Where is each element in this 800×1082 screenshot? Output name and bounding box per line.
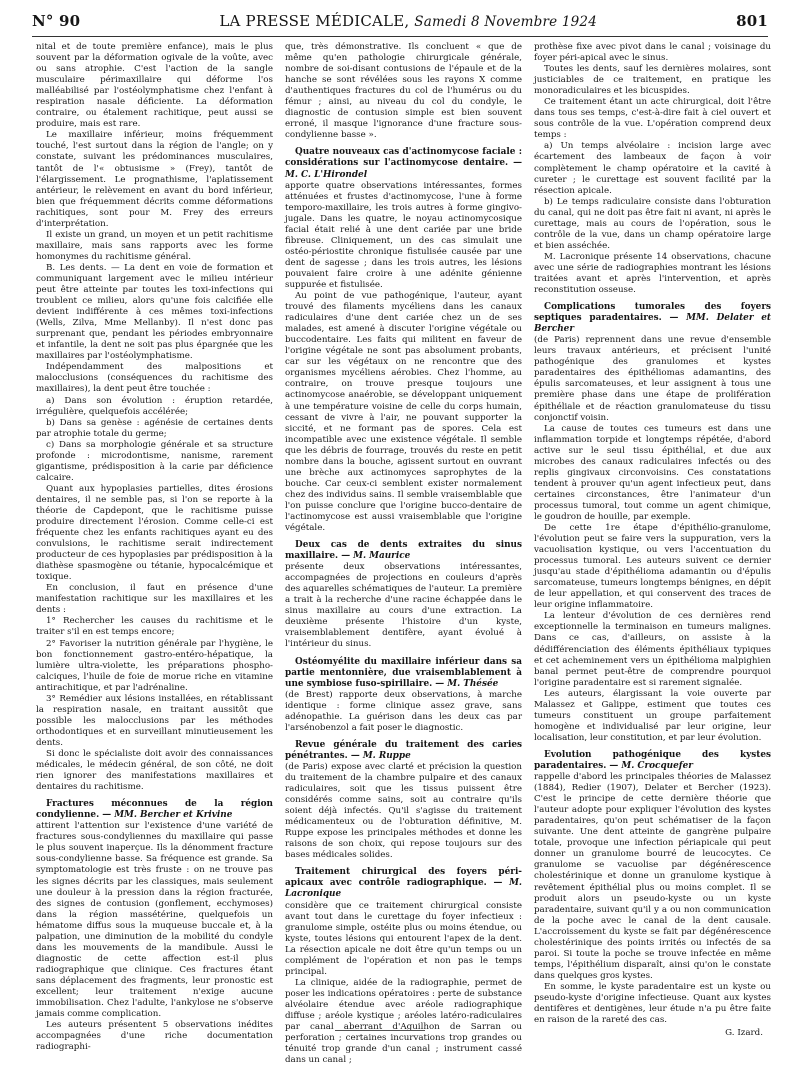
- paragraph: (de Paris) expose avec clarté et précision la question du traitement de la chambre pulpaire et des canaux radiculaires, soit que les tissus puissent être considérés comme sains, soit au contraire qu'ils soient déjà infectés. Qu'il s'agisse du traitement médicamenteux ou de l'obturation définitive, M. Ruppe expose les principales méthodes et donne les raisons de son choix, qui repose toujours sur des bases médicales solides.: [285, 761, 522, 861]
- section-authors: — MM. Bercher et Krivine: [102, 810, 233, 821]
- paragraph: Le maxillaire inférieur, moins fréquemment touché, l'est surtout dans la région de l'angle; on y constate, suivant les prédominances musculaires, tantôt de l'« obtusisme » (Frey), tantôt de l'élargissement. Le prognathisme, l'aplatissement antérieur, le relèvement en avant du bord inférieur, bien que fréquemment décrits comme déformations rachitiques, sont pour M. Frey des erreurs d'interprétation.: [36, 130, 273, 229]
- paragraph: Si donc le spécialiste doit avoir des connaissances médicales, le médecin général, de son côté, ne doit rien ignorer des manifestations maxillaires et dentaires du rachitisme.: [36, 749, 273, 793]
- journal-title-line: [219, 12, 597, 30]
- page-number: 801: [736, 12, 768, 30]
- running-head: [32, 12, 768, 34]
- paragraph: B. Les dents. — La dent en voie de formation et communiquant largement avec le milieu intérieur peut être atteinte par toutes les toxi-infections qui troublent ce milieu, alors qu'une fois calcifiée elle devient indifférente à ces mêmes toxi-infections (Wells, Zilva, Mme Mellanby). Il n'est donc pas surprenant que, pendant les périodes embryonnaire et infantile, la dent ne soit pas plus épargnée que les maxillaires par l'ostéolymphatisme.: [36, 262, 273, 362]
- paragraph: Il existe un grand, un moyen et un petit rachitisme maxillaire, mais sans rapports avec les forme homonymes du rachitisme général.: [36, 229, 273, 262]
- section-heading: [36, 799, 273, 821]
- section-title: Revue générale du traitement des caries pénétrantes.: [285, 739, 522, 761]
- section-heading: [285, 147, 522, 180]
- paragraph: rappelle d'abord les principales théories de Malassez (1884), Redier (1907), Delater et Bercher (1923). C'est le principe de cette dernière théorie que l'auteur adopte pour expliquer l'évolution des kystes paradentaires, qu'on peut schématiser de la façon suivante. Une dent atteinte de gangrène pulpaire totale, provoque une infection périapicale qui peut donner un granulome bourré de leucocytes. Ce granulome se vacuolise par dégénérescence cholestérinique et donne un granulome kystique à revêtement épithélial plus ou moins complet. Il se produit alors un pseudo-kyste ou un kyste paradentaire, suivant qu'il y a ou non communication de la poche avec le canal de la dent causale. L'accroissement du kyste se fait par dégénérescence cholestérinique des points irrités ou infectés de sa paroi. Si toute la poche se trouve infectée en même temps, l'épithélium disparaît, ainsi qu'on le constate dans quelques gros kystes.: [534, 772, 771, 981]
- paragraph: En conclusion, il faut en présence d'une manifestation rachitique sur les maxillaires et les dents :: [36, 583, 273, 616]
- author-signature: G. Izard.: [725, 1028, 763, 1039]
- section-title: Traitement chirurgical des foyers péri-apicaux avec contrôle radiographique.: [285, 867, 522, 889]
- paragraph: considère que ce traitement chirurgical consiste avant tout dans le curettage du foyer infectieux : granulome simple, ostéite plus ou moins étendue, ou kyste, toutes lésions qui entourent l'apex de la dent. La résection apicale ne doit être qu'un temps ou un complément de l'opération et non pas le temps principal.: [285, 900, 522, 977]
- section-authors: — M. C. L'Hirondel: [285, 158, 522, 180]
- section-authors: — M. Lacronique: [285, 878, 522, 900]
- paragraph: Quant aux hypoplasies partielles, dites érosions dentaires, il ne semble pas, si l'on se reporte à la théorie de Capdepont, que le rachitisme puisse produire directement l'érosion. Comme celle-ci est fréquente chez les enfants rachitiques ayant eu des convulsions, le rachitisme serait indirectement producteur de ces hypoplasies par prédisposition à la diathèse spasmogène ou tétanie, hypocalcémique et toxique.: [36, 483, 273, 583]
- paragraph: Les auteurs, élargissant la voie ouverte par Malassez et Galippe, estiment que toutes ces tumeurs constituent un groupe parfaitement homogène et individualisé par leur origine, leur localisation, leur constitution, et par leur évolution.: [534, 688, 771, 743]
- paragraph: Indépendamment des malpositions et malocclusions (conséquences du rachitisme des maxillaires), la dent peut être touchée :: [36, 362, 273, 395]
- paragraph: présente deux observations intéressantes, accompagnées de projections en couleurs d'après des aquarelles schématiques de l'auteur. La première a trait à la recherche d'une racine échappée dans le sinus maxillaire au cours d'une extraction. La deuxième présente l'histoire d'un kyste, vraisemblablement dentifère, ayant évolué à l'intérieur du sinus.: [285, 562, 522, 650]
- section-title: Evolution pathogénique des kystes paradentaires.: [534, 749, 771, 771]
- paragraph: (de Paris) reprennent dans une revue d'ensemble leurs travaux antérieurs, et précisent l'unité pathogénique des granulomes et kystes paradentaires des épithéliomas adamantins, des épulis sarcomateuses, et leur assignent à tous une première phase dans une étape de prolifération épithéliale et de réaction granulomateuse du tissu conjonctif voisin.: [534, 335, 771, 423]
- section-authors: — M. Thésée: [435, 678, 499, 689]
- list-item: a) Dans son évolution : éruption retardée, irrégulière, quelquefois accélérée;: [36, 395, 273, 417]
- paragraph: que, très démonstrative. Ils concluent « que de même qu'en pathologie chirurgicale générale, nombre de soi-disant contusions de l'épaule et de la hanche se sont révélées sous les rayons X comme d'authentiques fractures du col de l'humérus ou du fémur ; ainsi, au niveau du col du condyle, le diagnostic de contusion simple est bien souvent erroné, il masque l'ignorance d'une fracture sous-condylienne basse ».: [285, 42, 522, 141]
- footer-rule: [335, 1030, 425, 1031]
- list-item: 2° Favoriser la nutrition générale par l'hygiène, le bon fonctionnement gastro-entéro-hépatique, la lumière ultra-violette, les préparations phospho-calciques, l'huile de foie de morue riche en vitamine antirachitique, et par l'adrénaline.: [36, 638, 273, 693]
- paragraph: La lenteur d'évolution de ces dernières rend exceptionnelle la terminaison en tumeurs malignes. Dans ce cas, d'ailleurs, on assiste à la dédifférenciation des éléments épithéliaux typiques et cet acheminement vers un épithélioma malpighien banal permet peut-être de comprendre pourquoi l'origine paradentaire est si rarement signalée.: [534, 611, 771, 688]
- text-columns: [36, 42, 771, 1066]
- section-title: Quatre nouveaux cas d'actinomycose faciale : considérations sur l'actinomycose dentaire.: [285, 147, 522, 169]
- section-heading: [534, 750, 771, 772]
- list-item: b) Dans sa genèse : agénésie de certaines dents par atrophie totale du germe;: [36, 417, 273, 439]
- list-item: c) Dans sa morphologie générale et sa structure profonde : microdontisme, nanisme, rarement gigantisme, prédisposition à la carie par déficience calcaire.: [36, 439, 273, 483]
- paragraph: Toutes les dents, sauf les dernières molaires, sont justiciables de ce traitement, en pratique les monoradiculaires et les bicuspides.: [534, 64, 771, 97]
- issue-date: Samedi 8 Novembre 1924: [414, 14, 598, 30]
- list-item: 3° Remédier aux lésions installées, en rétablissant la respiration nasale, en traitant aussitôt que possible les malocclusions par les méthodes orthodontiques et en surveillant minutieusement les dents.: [36, 693, 273, 748]
- paragraph: prothèse fixe avec pivot dans le canal ; voisinage du foyer péri-apical avec le sinus.: [534, 42, 771, 64]
- list-item: 1° Rechercher les causes du rachitisme et le traiter s'il en est temps encore;: [36, 616, 273, 638]
- issue-number: N° 90: [32, 12, 81, 30]
- paragraph: attirent l'attention sur l'existence d'une variété de fractures sous-condyliennes du maxillaire qui passe le plus souvent inaperçue. Ils la dénomment fracture sous-condylienne basse. Sa fréquence est grande. Sa symptomatologie est très fruste : on ne trouve pas les signes décrits par les classiques, mais seulement une douleur à la pression dans la région fracturée, des signes de contusion (gonflement, ecchymoses) dans la région massétérine, quelquefois un hématome diffus sous la muqueuse buccale et, à la palpation, une diminution de la mobilité du condyle dans les mouvements de la mandibule. Aussi le diagnostic de cette affection est-il plus radiographique que clinique. Ces fractures étant sans déplacement des fragments, leur pronostic est excellent; leur traitement n'exige aucune immobilisation. Chez l'adulte, l'ankylose ne s'observe jamais comme complication.: [36, 821, 273, 1020]
- paragraph: apporte quatre observations intéressantes, formes atténuées et frustes d'actinomycose, l'une à forme temporo-maxillaire, les trois autres à forme gingivo-jugale. Dans les quatre, le noyau actinomycosique facial était relié à une dent cariée par une bride fibreuse. Cliniquement, un des cas simulait une ostéo-périostite chronique fistulisée causée par une dent de sagesse ; dans les trois autres, les lésions pouvaient faire croire à une adénite génienne suppurée et fistulisée.: [285, 180, 522, 290]
- paragraph: En somme, le kyste paradentaire est un kyste ou pseudo-kyste d'origine infectieuse. Quant aux kystes dentifères et dentigènes, leur étude n'a pu être faite en raison de la rareté des cas.: [534, 981, 771, 1026]
- section-heading: [285, 740, 522, 762]
- paragraph: Les auteurs présentent 5 observations inédites accompagnées d'une riche documentation radiographi-: [36, 1020, 273, 1053]
- header-rule: [32, 36, 768, 37]
- section-heading: [534, 302, 771, 335]
- paragraph: (de Brest) rapporte deux observations, à marche identique : forme clinique assez grave, sans adénopathie. La guérison dans les deux cas par l'arsénobenzol a fait poser le diagnostic.: [285, 689, 522, 733]
- list-item: a) Un temps alvéolaire : incision large avec écartement des lambeaux de façon à voir complètement le champ opératoire et la cavité à cureter ; le curettage est souvent facilité par la résection apicale.: [534, 141, 771, 196]
- section-heading: [285, 540, 522, 562]
- section-authors: — M. Crocquefer: [609, 761, 693, 771]
- column-1: [36, 42, 273, 1053]
- section-authors: — M. Maurice: [341, 551, 411, 562]
- section-title: Complications tumorales des foyers septiques paradentaires.: [534, 302, 771, 324]
- section-authors: — M. Ruppe: [350, 750, 411, 761]
- paragraph: De cette 1re étape d'épithélio-granulome, l'évolution peut se faire vers la suppuration, vers la vacuolisation kystique, ou vers l'accentuation du processus tumoral. Les auteurs suivent ce dernier jusqu'au stade d'épithélioma adamantin ou d'épulis sarcomateuse, tumeurs longtemps bénignes, en dépit de leur appellation, et qui conservent des traces de leur origine inflammatoire.: [534, 523, 771, 611]
- section-title: Fractures méconnues de la région condylienne.: [36, 799, 273, 821]
- section-title: Ostéomyélite du maxillaire inférieur dans sa partie mentonnière, due vraisemblablement à une symbiose fuso-spirillaire.: [285, 656, 522, 689]
- paragraph: Ce traitement étant un acte chirurgical, doit l'être dans tous ses temps, c'est-à-dire fait à ciel ouvert et sous contrôle de la vue. L'opération comprend deux temps :: [534, 97, 771, 141]
- paragraph: M. Lacronique présente 14 observations, chacune avec une série de radiographies montrant les lésions traitées avant et après l'intervention, et après reconstitution osseuse.: [534, 251, 771, 296]
- list-item: b) Le temps radiculaire consiste dans l'obturation du canal, qui ne doit pas être fait ni avant, ni après le curettage, mais au cours de l'opération, sous le contrôle de la vue, dans un champ opératoire large et bien asséchée.: [534, 196, 771, 251]
- journal-title: LA PRESSE MÉDICALE,: [219, 12, 410, 30]
- column-2: [285, 42, 522, 1066]
- section-title: Deux cas de dents extraites du sinus maxillaire.: [285, 540, 522, 562]
- column-3: [534, 42, 771, 1039]
- paragraph: La clinique, aidée de la radiographie, permet de poser les indications opératoires : perte de substance alvéolaire étendue avec aréole radiographique diffuse ; aréole kystique ; aréoles latéro-radiculaires par canal aberrant d'Aguilhon de Sarran ou perforation ; certaines incurvations trop grandes ou ténuité trop grande d'un canal ; instrument cassé dans un canal ;: [285, 977, 522, 1066]
- paragraph: nital et de toute première enfance), mais le plus souvent par la déformation ogivale de la voûte, avec ou sans atrophie. C'est l'action de la sangle musculaire périmaxillaire qui déforme l'os malléabilisé par l'ostéolymphatisme chez l'enfant à respiration nasale déficiente. La déformation contraire, ou étalement rachitique, peut aussi se produire, mais est rare.: [36, 42, 273, 130]
- section-heading: [285, 657, 522, 690]
- section-authors: — MM. Delater et Bercher: [534, 313, 771, 335]
- paragraph: Au point de vue pathogénique, l'auteur, ayant trouvé des filaments mycéliens dans les canaux radiculaires d'une dent cariée chez un de ses malades, est amené à discuter l'origine végétale ou buccodentaire. Les faits qui militent en faveur de l'origine végétale ne sont pas absolument probants, car sur les végétaux on ne rencontre que des organismes mycéliens aérobies. Chez l'homme, au contraire, on trouve presque toujours une actinomycose anaérobie, se développant uniquement à une température voisine de celle du corps humain, cessant de vivre à l'air, ne pouvant supporter la siccité, et ne formant pas de spores. Cela est incompatible avec une existence végétale. Il semble que les débris de fourrage, trouvés du reste en petit nombre dans la bouche, agissent surtout en ouvrant une brèche aux actinomyces saprophytes de la bouche. Car ceux-ci semblent exister normalement chez des individus sains. Il semble vraisemblable que l'on puisse conclure que l'origine bucco-dentaire de l'actinomycose est aussi vraisemblable que l'origine végétale.: [285, 291, 522, 534]
- section-heading: [285, 867, 522, 900]
- paragraph: La cause de toutes ces tumeurs est dans une inflammation torpide et longtemps répétée, d'abord active sur le seul tissu épithélial, et due aux microbes des canaux radiculaires infectés ou des replis gingivaux circonvoisins. Ces constatations tendent à prouver qu'un agent infectieux peut, dans certaines circonstances, être l'animateur d'un processus tumoral, tout comme un agent chimique, le goudron de houille, par exemple.: [534, 423, 771, 522]
